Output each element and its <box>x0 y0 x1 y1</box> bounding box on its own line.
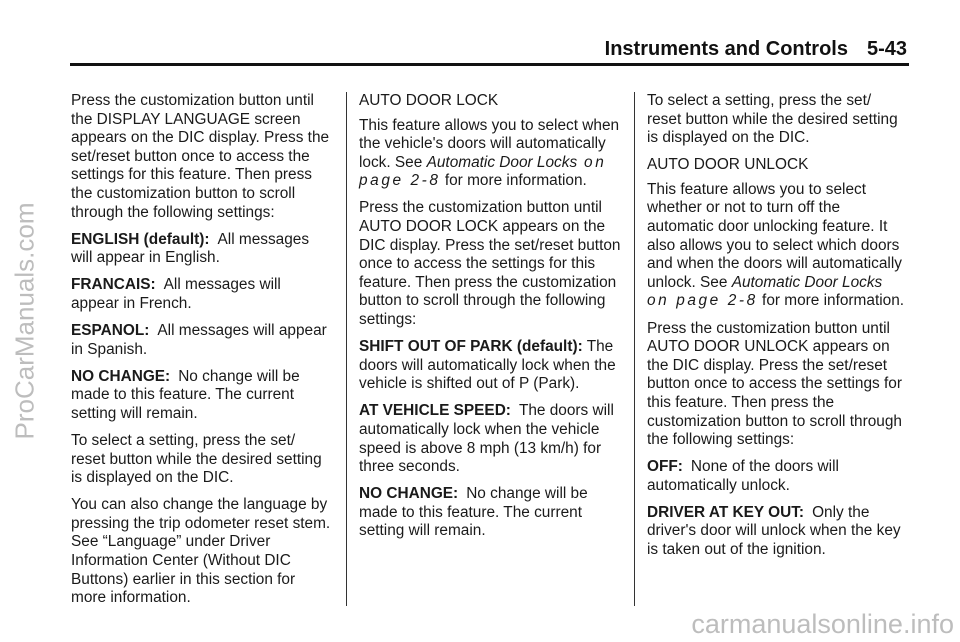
setting-text: No change will be made to this feature. The current setting will remain. <box>359 485 588 540</box>
intro-paragraph: Press the customization button until the DISPLAY LANGUAGE screen appears on the DIC display. Press the set/reset button once to access the settings for this feature. Then press the customization button to scroll through the following settings: <box>71 92 330 221</box>
link-text: Automatic Door Locks <box>731 273 883 291</box>
page-number: 5-43 <box>866 38 907 60</box>
setting-label: NO CHANGE: <box>359 485 459 503</box>
setting-at-vehicle-speed <box>359 402 621 476</box>
setting-label: ESPANOL: <box>71 322 150 340</box>
header-rule <box>70 63 909 66</box>
setting-espanol <box>71 322 333 359</box>
description-text: This feature allows you to select when the vehicle's doors will automatically lock. See <box>359 116 620 171</box>
section-heading-auto-door-lock: AUTO DOOR LOCK <box>359 92 499 109</box>
setting-english <box>71 231 333 268</box>
language-paragraph: You can also change the language by pressing the trip odometer reset stem. See “Language” under Driver Information Center (Without DIC Buttons) earlier in this section for more information. <box>71 496 331 607</box>
description-text: This feature allows you to select whether or not to turn off the automatic door unlocking feature. It also allows you to select which doors and when the doors will automatically unlock. See <box>647 180 902 291</box>
setting-text: None of the doors will automatically unlock. <box>647 458 839 494</box>
setting-francais <box>71 276 333 313</box>
link-page: on page 2-8 <box>359 153 607 190</box>
page-section-title: Instruments and Controls <box>604 38 848 60</box>
column-1 <box>71 92 333 616</box>
setting-label: ENGLISH (default): <box>71 230 210 248</box>
setting-text: All messages will appear in English. <box>71 230 310 267</box>
setting-text: Only the driver's door will unlock when the key is taken out of the ignition. <box>647 503 901 559</box>
section-heading-auto-door-unlock: AUTO DOOR UNLOCK <box>647 156 809 174</box>
auto-unlock-instructions: Press the customization button until AUTO DOOR UNLOCK appears on the DIC display. Press the set/reset button once to access the settings for this feature. Then press the customization button to scroll through the following settings: <box>647 319 902 449</box>
setting-label: DRIVER AT KEY OUT: <box>647 503 805 521</box>
setting-label: AT VEHICLE SPEED: <box>359 402 511 420</box>
setting-driver-at-key-out <box>647 504 909 560</box>
setting-label: NO CHANGE: <box>71 367 171 385</box>
setting-text: All messages will appear in Spanish. <box>71 322 327 358</box>
setting-text: No change will be made to this feature. The current setting will remain. <box>71 367 300 422</box>
description-text: for more information. <box>440 172 587 190</box>
setting-off <box>647 458 909 495</box>
column-2 <box>359 92 621 550</box>
setting-text: The doors will automatically lock when the vehicle is shifted out of P (Park). <box>359 338 616 393</box>
side-watermark-text: ProCarManuals.com <box>9 202 40 440</box>
link-page: on page 2-8 <box>647 292 758 310</box>
setting-text: The doors will automatically lock when the vehicle speed is above 8 mph (13 km/h) for three seconds. <box>359 402 614 476</box>
column-divider <box>346 92 347 606</box>
auto-unlock-description <box>647 181 909 311</box>
side-watermark <box>0 0 50 642</box>
setting-text: All messages will appear in French. <box>71 276 281 312</box>
select-setting-paragraph: To select a setting, press the set/ reset button while the desired setting is displayed on the DIC. <box>647 92 898 147</box>
column-divider <box>634 92 635 606</box>
auto-lock-instructions: Press the customization button until AUTO DOOR LOCK appears on the DIC display. Press the set/reset button once to access the settings for this feature. Then press the customization button to scroll through the following settings: <box>359 199 621 329</box>
setting-shift-out-of-park <box>359 338 621 394</box>
setting-no-change <box>71 368 333 424</box>
setting-label: SHIFT OUT OF PARK (default): <box>359 338 583 356</box>
link-text: Automatic Door Locks <box>426 153 578 171</box>
setting-label: FRANCAIS: <box>71 276 156 294</box>
select-setting-paragraph: To select a setting, press the set/ reset button while the desired setting is displayed on the DIC. <box>71 432 322 487</box>
auto-lock-description <box>359 117 621 191</box>
description-text: for more information. <box>757 292 905 310</box>
setting-label: OFF: <box>647 458 683 476</box>
bottom-watermark: carmanualsonline.info <box>691 609 954 639</box>
column-3 <box>647 92 909 568</box>
setting-no-change <box>359 485 621 541</box>
